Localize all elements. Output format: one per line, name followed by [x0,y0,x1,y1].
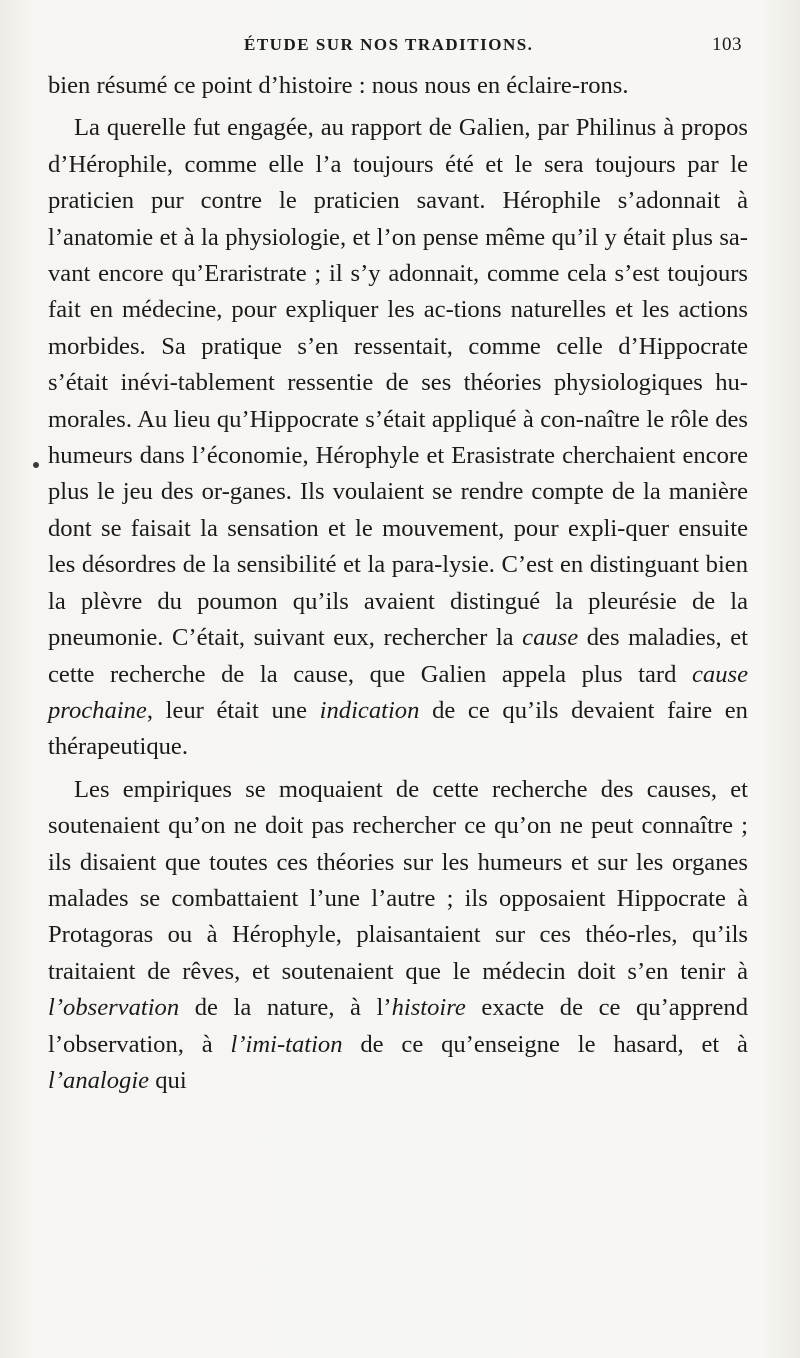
italic-term: l’imi-tation [230,1030,343,1058]
italic-term: cause prochaine [48,660,748,724]
body-text [48,68,748,1105]
running-title: ÉTUDE SUR NOS TRADITIONS. [244,35,534,54]
text-run: de la nature, à l’ [179,994,392,1022]
text-run: , leur était une [146,696,320,724]
text-run: bien résumé ce point d’histoire : nous nous en éclaire-rons. [48,72,629,99]
text-run: de ce qu’ils devaient faire en thérapeutique. [48,696,748,761]
italic-term: histoire [391,994,466,1022]
margin-dot-mark [33,462,39,468]
paragraph-1 [48,68,748,104]
paragraph-3 [48,772,748,1100]
italic-term: cause [522,624,579,652]
text-run: exacte de ce qu’apprend l’observation, à [48,994,748,1058]
text-run: Les empiriques se moquaient de cette recherche des causes, et soutenaient qu’on ne doit pas rechercher ce qu’on ne peut connaître ; ils disaient que toutes ces théories sur les humeurs et sur les organes malades se combattaient l’une l’autre ; ils opposaient Hippocrate à Protagoras ou à Hérophyle, plaisantaient sur ces théo-rles, qu’ils traitaient de rêves, et soutenaient que le médecin doit s’en tenir à [48,775,748,985]
text-run: qui [149,1066,187,1094]
page-number: 103 [712,34,742,55]
page-header [48,34,742,64]
text-run: de ce qu’enseigne le hasard, et à [342,1030,748,1058]
italic-term: l’observation [48,994,180,1022]
text-run: La querelle fut engagée, au rapport de Galien, par Philinus à propos d’Hérophile, comme elle l’a toujours été et le sera toujours par le praticien pur contre le praticien savant. Hérophile s’adonnait à l’anatomie et à la physiologie, et l’on pense même qu’il y était plus sa-vant encore qu’Eraristrate ; il s’y adonnait, comme cela s’est toujours fait en médecine, pour expliquer les ac-tions naturelles et les actions morbides. Sa pratique s’en ressentait, comme celle d’Hippocrate s’était inévi-tablement ressentie de ses théories physiologiques hu-morales. Au lieu qu’Hippocrate s’était appliqué à con-naître le rôle des humeurs dans l’économie, Hérophyle et Erasistrate cherchaient encore plus le jeu des or-ganes. Ils voulaient se rendre compte de la manière dont se faisait la sensation et le mouvement, pour expli-quer ensuite les désordres de la sensibilité et la para-lysie. C’est en distinguant bien la plèvre du poumon qu’ils avaient distingué la pleurésie de la pneumonie. C’était, suivant eux, rechercher la [48,114,748,652]
italic-term: l’analogie [48,1066,150,1094]
text-run: des maladies, et cette recherche de la cause, que Galien appela plus tard [48,624,748,688]
paragraph-2 [48,110,748,765]
italic-term: indication [319,696,420,724]
